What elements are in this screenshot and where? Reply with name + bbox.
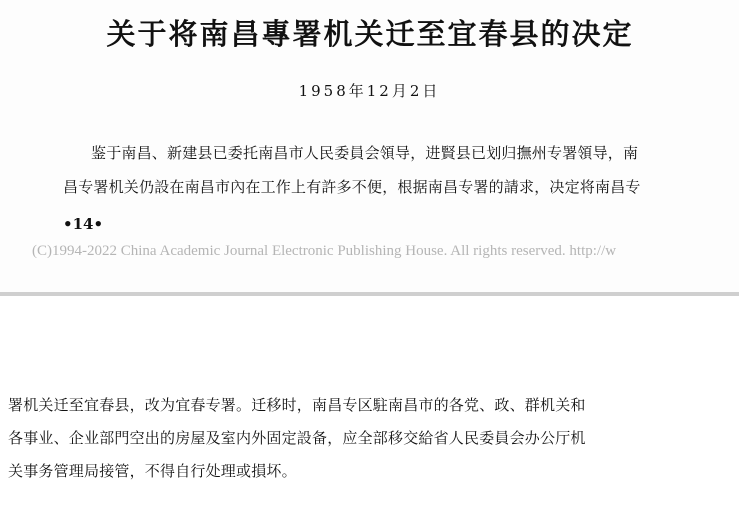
- copyright-watermark: (C)1994-2022 China Academic Journal Electronic Publishing House. All rights reserved. http://w: [32, 243, 617, 259]
- document-date: 1958年12月2日: [298, 82, 441, 100]
- page-lower-section: [0, 296, 739, 505]
- paragraph-line: 署机关迁至宜春县，改为宜春专署。迁移时，南昌专区駐南昌市的各党、政、群机关和: [8, 396, 586, 414]
- document-title: 关于将南昌專署机关迁至宜春县的决定: [106, 17, 634, 51]
- page-number: •14•: [63, 215, 104, 233]
- paragraph-line: 关事务管理局接管，不得自行处理或損坏。: [8, 462, 297, 480]
- paragraph-line: 各事业、企业部門空出的房屋及室内外固定設备，应全部移交給省人民委員会办公厅机: [8, 429, 586, 447]
- paragraph-line: 鉴于南昌、新建县已委托南昌市人民委員会領导，进賢县已划归撫州专署領导，南: [91, 144, 639, 162]
- paragraph-line: 昌专署机关仍設在南昌市內在工作上有許多不便，根据南昌专署的請求，决定将南昌专: [63, 178, 641, 196]
